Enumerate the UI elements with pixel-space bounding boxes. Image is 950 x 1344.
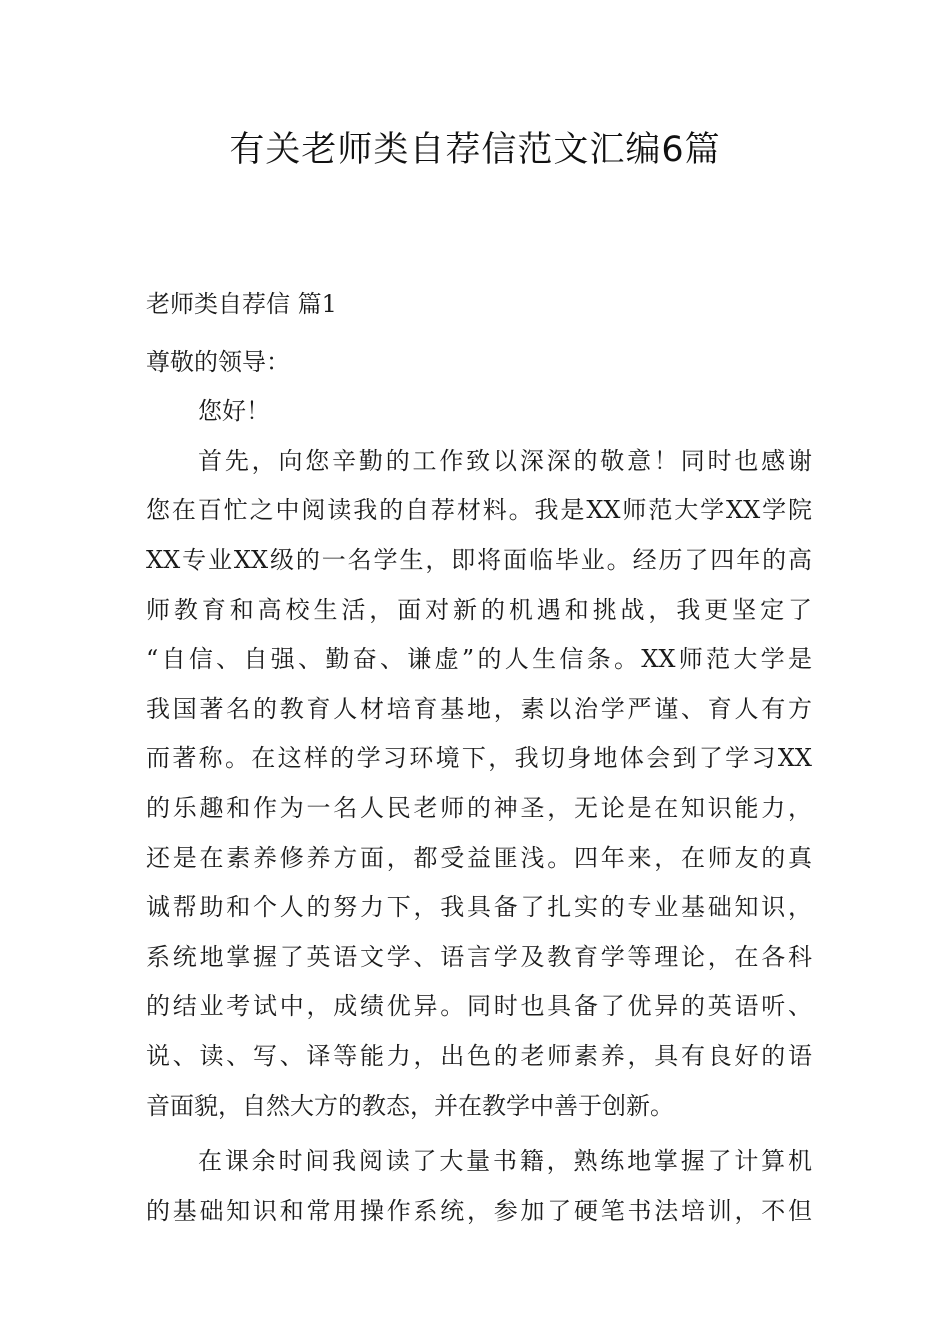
paragraph-line: XX专业XX级的一名学生，即将面临毕业。经历了四年的高: [146, 545, 812, 574]
paragraph-line: 师教育和高校生活，面对新的机遇和挑战，我更坚定了: [146, 595, 812, 624]
paragraph-line: 诚帮助和个人的努力下，我具备了扎实的专业基础知识，: [146, 893, 812, 922]
greeting: 您好！: [198, 397, 270, 426]
paragraph-line: 音面貌，自然大方的教态，并在教学中善于创新。: [146, 1091, 674, 1120]
paragraph-line: 首先，向您辛勤的工作致以深深的敬意！同时也感谢: [198, 446, 812, 475]
paragraph-2: [146, 1137, 812, 1236]
paragraph-line: 我国著名的教育人材培育基地，素以治学严谨、育人有方: [146, 694, 812, 723]
paragraph-line: 而著称。在这样的学习环境下，我切身地体会到了学习XX: [146, 744, 812, 773]
paragraph-line: “自信、自强、勤奋、谦虚”的人生信条。XX师范大学是: [146, 645, 812, 674]
paragraph-line: 系统地掌握了英语文学、语言学及教育学等理论，在各科: [146, 942, 812, 971]
salutation: 尊敬的领导：: [146, 347, 290, 376]
paragraph-line: 在课余时间我阅读了大量书籍，熟练地掌握了计算机: [198, 1147, 812, 1176]
document-title: 有关老师类自荐信范文汇编6篇: [229, 130, 721, 170]
paragraph-line: 的基础知识和常用操作系统，参加了硬笔书法培训，不但: [146, 1196, 812, 1225]
section-heading: 老师类自荐信 篇1: [146, 290, 337, 318]
document-body: [146, 280, 812, 1236]
paragraph-1: [146, 437, 812, 1131]
paragraph-line: 您在百忙之中阅读我的自荐材料。我是XX师范大学XX学院: [146, 496, 812, 525]
paragraph-line: 的乐趣和作为一名人民老师的神圣，无论是在知识能力，: [146, 793, 812, 822]
paragraph-line: 的结业考试中，成绩优异。同时也具备了优异的英语听、: [146, 992, 812, 1021]
paragraph-line: 还是在素养修养方面，都受益匪浅。四年来，在师友的真: [146, 843, 812, 872]
paragraph-line: 说、读、写、译等能力，出色的老师素养，具有良好的语: [146, 1041, 812, 1070]
